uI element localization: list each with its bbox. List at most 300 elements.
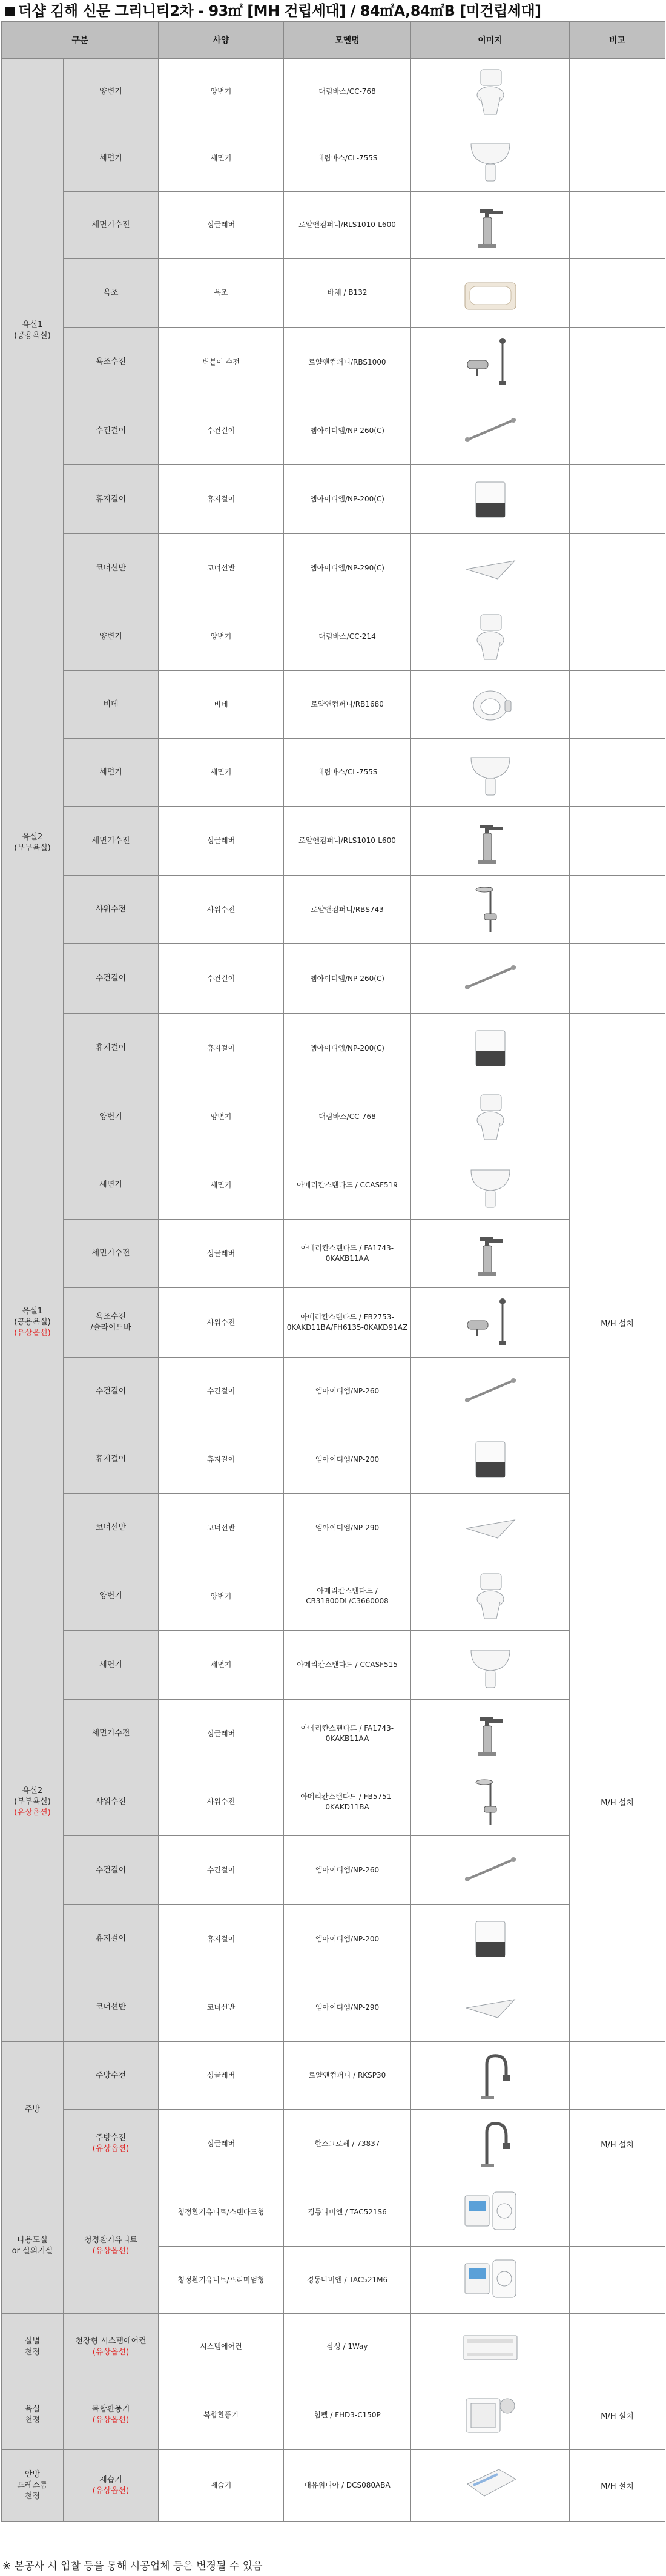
corner-shelf-icon — [463, 543, 518, 595]
table-row — [2, 328, 665, 397]
spec-cell: 싱글레버 — [159, 807, 284, 876]
shower-icon — [463, 883, 518, 936]
model-cell: 아메리칸스탠다드 / FB2753-0KAKD11BA/FH6135-0KAKD91AZ — [284, 1288, 411, 1358]
category-label: (부부욕실) — [14, 1797, 51, 1806]
item-label: 코너선반 — [95, 563, 127, 573]
category-cell — [2, 2178, 64, 2314]
item-label: 세면기 — [99, 153, 122, 163]
item-cell — [64, 1014, 159, 1083]
table-header-row — [2, 22, 665, 59]
category-cell — [2, 59, 64, 603]
towel-bar-icon — [463, 405, 518, 457]
paper-holder-icon — [463, 1022, 518, 1074]
model-cell: 대림바스/CL-755S — [284, 739, 411, 807]
item-cell — [64, 944, 159, 1014]
table-row — [2, 1151, 665, 1220]
model-cell: 아메리칸스탠다드 / CCASF515 — [284, 1631, 411, 1700]
item-label: 세면기수전 — [91, 1249, 130, 1258]
faucet-icon — [463, 815, 518, 867]
model-cell: 엠아이디엠/NP-290 — [284, 1494, 411, 1562]
spec-cell: 양변기 — [159, 1083, 284, 1151]
spec-cell: 세면기 — [159, 1631, 284, 1700]
table-row — [2, 1425, 665, 1494]
item-label: 복합환풍기 — [91, 2405, 130, 2414]
item-label: /슬라이드바 — [90, 1323, 131, 1332]
model-cell: 대림바스/CC-768 — [284, 1083, 411, 1151]
paid-option-label: (유상옵션) — [14, 1329, 51, 1338]
model-cell: 대림바스/CL-755S — [284, 125, 411, 192]
category-label: 천정 — [24, 2416, 41, 2425]
header-spec: 사양 — [159, 22, 284, 59]
paper-holder-icon — [463, 1433, 518, 1485]
item-label: 샤워수전 — [95, 1797, 127, 1806]
item-cell — [64, 2178, 159, 2314]
category-label: 주방 — [24, 2105, 41, 2114]
spec-cell: 양변기 — [159, 1562, 284, 1631]
spec-cell: 양변기 — [159, 603, 284, 671]
note-cell — [570, 125, 665, 192]
note-cell — [570, 671, 665, 739]
spec-cell: 청정환기유니트/프리미엄형 — [159, 2247, 284, 2314]
kitchen-faucet-icon — [463, 2118, 518, 2170]
note-cell — [570, 259, 665, 328]
table-row — [2, 2110, 665, 2178]
model-cell: 아메리칸스탠다드 / CB31800DL/C3660008 — [284, 1562, 411, 1631]
model-cell: 대림바스/CC-214 — [284, 603, 411, 671]
note-cell — [570, 2178, 665, 2247]
model-cell: 삼성 / 1Way — [284, 2314, 411, 2380]
washbasin-icon — [463, 1639, 518, 1691]
image-cell — [411, 1562, 570, 1631]
model-cell: 아메리칸스탠다드 / CCASF519 — [284, 1151, 411, 1220]
image-cell — [411, 1014, 570, 1083]
category-cell — [2, 2042, 64, 2178]
note-cell — [570, 2314, 665, 2380]
image-cell — [411, 192, 570, 259]
table-row — [2, 1973, 665, 2042]
image-cell — [411, 125, 570, 192]
spec-cell: 벽붙이 수전 — [159, 328, 284, 397]
table-row — [2, 1014, 665, 1083]
item-cell — [64, 2110, 159, 2178]
spec-cell: 수건걸이 — [159, 1836, 284, 1905]
model-cell: 로얄앤컴퍼니/RLS1010-L600 — [284, 807, 411, 876]
item-cell — [64, 259, 159, 328]
table-row — [2, 671, 665, 739]
image-cell — [411, 739, 570, 807]
spec-cell: 싱글레버 — [159, 1700, 284, 1768]
item-cell — [64, 1905, 159, 1973]
item-cell — [64, 671, 159, 739]
table-row — [2, 2042, 665, 2110]
note-cell — [570, 1014, 665, 1083]
category-label: 욕실2 — [22, 833, 43, 842]
image-cell — [411, 1700, 570, 1768]
note-cell — [570, 739, 665, 807]
table-row — [2, 739, 665, 807]
towel-bar-icon — [463, 953, 518, 1005]
category-label: 욕실1 — [22, 1307, 43, 1316]
image-cell — [411, 1494, 570, 1562]
spec-cell: 샤워수전 — [159, 876, 284, 944]
model-cell: 로얄앤컴퍼니/RBS743 — [284, 876, 411, 944]
item-cell — [64, 1358, 159, 1425]
washbasin-icon — [463, 133, 518, 185]
image-cell — [411, 259, 570, 328]
image-cell — [411, 1358, 570, 1425]
spec-cell: 휴지걸이 — [159, 1905, 284, 1973]
item-label: 비데 — [103, 699, 119, 709]
item-cell — [64, 192, 159, 259]
image-cell — [411, 2380, 570, 2450]
model-cell: 대림바스/CC-768 — [284, 59, 411, 125]
item-label: 욕조 — [103, 288, 119, 297]
image-cell — [411, 1288, 570, 1358]
spec-cell: 휴지걸이 — [159, 1425, 284, 1494]
kitchen-faucet-icon — [463, 2050, 518, 2102]
faucet-icon — [463, 1708, 518, 1760]
model-cell: 경동나비엔 / TAC521S6 — [284, 2178, 411, 2247]
item-label: 천장형 시스템에어컨 — [75, 2336, 147, 2346]
item-cell — [64, 1768, 159, 1836]
item-label: 세면기수전 — [91, 220, 130, 230]
image-cell — [411, 1905, 570, 1973]
header-category: 구분 — [2, 22, 159, 59]
category-label: 욕실 — [24, 2405, 41, 2414]
item-cell — [64, 465, 159, 534]
category-label: 천정 — [24, 2347, 41, 2357]
spec-cell: 싱글레버 — [159, 2110, 284, 2178]
note-cell — [570, 328, 665, 397]
item-label: 수건걸이 — [95, 1386, 127, 1396]
spec-cell: 욕조 — [159, 259, 284, 328]
table-row — [2, 2380, 665, 2450]
model-cell: 로얄앤컴퍼니/RBS1000 — [284, 328, 411, 397]
item-label: 주방수전 — [95, 2133, 127, 2142]
washbasin-icon — [463, 1159, 518, 1211]
note-cell — [570, 465, 665, 534]
table-row — [2, 944, 665, 1014]
toilet-icon — [463, 1091, 518, 1143]
item-label: 휴지걸이 — [95, 1043, 127, 1052]
paper-holder-icon — [463, 474, 518, 526]
table-row — [2, 1700, 665, 1768]
model-cell: 엠아이디엠/NP-200 — [284, 1425, 411, 1494]
spec-cell: 제습기 — [159, 2450, 284, 2522]
spec-cell: 비데 — [159, 671, 284, 739]
item-label: 수건걸이 — [95, 974, 127, 983]
image-cell — [411, 1151, 570, 1220]
table-row — [2, 534, 665, 603]
item-cell — [64, 2042, 159, 2110]
shower-icon — [463, 1776, 518, 1828]
model-cell: 로얄앤컴퍼니/RB1680 — [284, 671, 411, 739]
table-row — [2, 125, 665, 192]
table-row — [2, 397, 665, 465]
item-label: 청정환기유니트 — [84, 2235, 137, 2245]
table-row — [2, 259, 665, 328]
note-cell: M/H 설치 — [570, 1562, 665, 2042]
item-label: 샤워수전 — [95, 905, 127, 914]
ventilation-unit-icon — [463, 2254, 518, 2306]
ceiling-aircon-icon — [463, 2321, 518, 2373]
item-label: 주방수전 — [95, 2070, 127, 2080]
item-label: 양변기 — [99, 1112, 122, 1121]
footnote: ※ 본공사 시 입찰 등을 통해 시공업체 등은 변경될 수 있음 — [2, 2560, 263, 2572]
faucet-icon — [463, 199, 518, 251]
table-row — [2, 1562, 665, 1631]
spec-cell: 세면기 — [159, 125, 284, 192]
model-cell: 로얄앤컴퍼니 / RKSP30 — [284, 2042, 411, 2110]
category-cell — [2, 603, 64, 1083]
category-label: 천정 — [24, 2491, 41, 2501]
item-label: 수건걸이 — [95, 1865, 127, 1875]
spec-cell: 코너선반 — [159, 534, 284, 603]
toilet-icon — [463, 1570, 518, 1622]
corner-shelf-icon — [463, 1981, 518, 2033]
item-cell — [64, 2450, 159, 2522]
category-cell — [2, 2380, 64, 2450]
header-note: 비고 — [570, 22, 665, 59]
note-cell: M/H 설치 — [570, 2450, 665, 2522]
table-row — [2, 1083, 665, 1151]
square-bullet-icon — [5, 7, 15, 16]
spec-cell: 샤워수전 — [159, 1768, 284, 1836]
item-label: 세면기수전 — [91, 1729, 130, 1738]
item-label: 욕조수전 — [95, 357, 127, 366]
paid-option-label: (유상옵션) — [92, 2416, 130, 2425]
table-row — [2, 2178, 665, 2247]
item-cell — [64, 397, 159, 465]
model-cell: 아메리칸스탠다드 / FB5751-0KAKD11BA — [284, 1768, 411, 1836]
image-cell — [411, 876, 570, 944]
category-label: (공용욕실) — [14, 1318, 51, 1327]
model-cell: 로얄앤컴퍼니/RLS1010-L600 — [284, 192, 411, 259]
paper-holder-icon — [463, 1913, 518, 1965]
image-cell — [411, 1973, 570, 2042]
category-label: (공용욕실) — [14, 331, 51, 340]
item-cell — [64, 125, 159, 192]
category-label: or 실외기실 — [12, 2246, 53, 2256]
category-label: 실별 — [24, 2336, 41, 2346]
page-title: 더샵 김해 신문 그리니티2차 - 93㎡ [MH 건립세대] / 84㎡A,84㎡B [미건립세대] — [2, 2, 541, 19]
table-row — [2, 192, 665, 259]
spec-cell: 휴지걸이 — [159, 465, 284, 534]
toilet-icon — [463, 66, 518, 118]
paid-option-label: (유상옵션) — [92, 2246, 130, 2256]
model-cell: 힘펠 / FHD3-C150P — [284, 2380, 411, 2450]
image-cell — [411, 1220, 570, 1288]
image-cell — [411, 603, 570, 671]
spec-cell: 청정환기유니트/스탠다드형 — [159, 2178, 284, 2247]
faucet-icon — [463, 1227, 518, 1280]
towel-bar-icon — [463, 1366, 518, 1418]
item-label: 양변기 — [99, 632, 122, 641]
note-cell — [570, 944, 665, 1014]
paid-option-label: (유상옵션) — [92, 2144, 130, 2153]
image-cell — [411, 534, 570, 603]
table-row — [2, 2450, 665, 2522]
category-label: 욕실1 — [22, 320, 43, 329]
spec-cell: 싱글레버 — [159, 2042, 284, 2110]
item-cell — [64, 59, 159, 125]
spec-cell: 수건걸이 — [159, 944, 284, 1014]
image-cell — [411, 2247, 570, 2314]
paid-option-label: (유상옵션) — [92, 2486, 130, 2495]
item-cell — [64, 739, 159, 807]
image-cell — [411, 397, 570, 465]
image-cell — [411, 2314, 570, 2380]
image-cell — [411, 2110, 570, 2178]
dehumidifier-icon — [463, 2460, 518, 2512]
model-cell: 엠아이디엠/NP-290 — [284, 1973, 411, 2042]
model-cell: 엠아이디엠/NP-200(C) — [284, 465, 411, 534]
spec-cell: 싱글레버 — [159, 192, 284, 259]
item-label: 제습기 — [99, 2475, 122, 2485]
table-row — [2, 1494, 665, 1562]
washbasin-icon — [463, 747, 518, 799]
category-label: 드레스룸 — [17, 2480, 48, 2490]
spec-cell: 양변기 — [159, 59, 284, 125]
note-cell — [570, 876, 665, 944]
note-cell — [570, 2247, 665, 2314]
category-cell — [2, 1083, 64, 1562]
table-row — [2, 1288, 665, 1358]
item-cell — [64, 1836, 159, 1905]
bath-fan-icon — [463, 2389, 518, 2441]
spec-cell: 수건걸이 — [159, 397, 284, 465]
table-row — [2, 1905, 665, 1973]
table-row — [2, 59, 665, 125]
spec-cell: 복합환풍기 — [159, 2380, 284, 2450]
image-cell — [411, 944, 570, 1014]
note-cell — [570, 2042, 665, 2110]
category-label: 안방 — [24, 2469, 41, 2479]
item-label: 수건걸이 — [95, 426, 127, 435]
ventilation-unit-icon — [463, 2186, 518, 2238]
note-cell — [570, 603, 665, 671]
category-label: 욕실2 — [22, 1786, 43, 1795]
item-label: 양변기 — [99, 87, 122, 96]
bath-faucet-icon — [463, 1296, 518, 1349]
item-cell — [64, 1973, 159, 2042]
item-label: 세면기수전 — [91, 836, 130, 845]
item-cell — [64, 807, 159, 876]
model-cell: 바체 / B132 — [284, 259, 411, 328]
category-cell — [2, 1562, 64, 2042]
item-cell — [64, 1700, 159, 1768]
model-cell: 엠아이디엠/NP-260(C) — [284, 944, 411, 1014]
corner-shelf-icon — [463, 1502, 518, 1554]
table-row — [2, 465, 665, 534]
spec-cell: 세면기 — [159, 1151, 284, 1220]
spec-cell: 싱글레버 — [159, 1220, 284, 1288]
bath-faucet-icon — [463, 336, 518, 388]
item-cell — [64, 876, 159, 944]
item-cell — [64, 603, 159, 671]
header-model: 모델명 — [284, 22, 411, 59]
image-cell — [411, 1631, 570, 1700]
item-cell — [64, 1220, 159, 1288]
image-cell — [411, 59, 570, 125]
item-label: 욕조수전 — [95, 1312, 127, 1321]
image-cell — [411, 1083, 570, 1151]
image-cell — [411, 1768, 570, 1836]
image-cell — [411, 671, 570, 739]
paid-option-label: (유상옵션) — [92, 2347, 130, 2357]
note-cell — [570, 59, 665, 125]
model-cell: 대유위니아 / DCS080ABA — [284, 2450, 411, 2522]
item-cell — [64, 2380, 159, 2450]
note-cell: M/H 설치 — [570, 2110, 665, 2178]
note-cell — [570, 807, 665, 876]
image-cell — [411, 465, 570, 534]
item-cell — [64, 1288, 159, 1358]
table-row — [2, 1220, 665, 1288]
image-cell — [411, 2178, 570, 2247]
table-row — [2, 603, 665, 671]
image-cell — [411, 1836, 570, 1905]
spec-cell: 샤워수전 — [159, 1288, 284, 1358]
item-cell — [64, 1494, 159, 1562]
bidet-icon — [463, 679, 518, 731]
category-cell — [2, 2450, 64, 2522]
model-cell: 한스그로헤 / 73837 — [284, 2110, 411, 2178]
spec-cell: 휴지걸이 — [159, 1014, 284, 1083]
image-cell — [411, 1425, 570, 1494]
spec-cell: 수건걸이 — [159, 1358, 284, 1425]
image-cell — [411, 2042, 570, 2110]
toilet-icon — [463, 611, 518, 663]
table-row — [2, 1358, 665, 1425]
table-row — [2, 1631, 665, 1700]
item-label: 휴지걸이 — [95, 494, 127, 504]
item-cell — [64, 1562, 159, 1631]
note-cell: M/H 설치 — [570, 1083, 665, 1562]
item-label: 세면기 — [99, 1180, 122, 1189]
item-label: 세면기 — [99, 1660, 122, 1669]
category-label: 다용도실 — [17, 2235, 48, 2245]
model-cell: 아메리칸스탠다드 / FA1743-0KAKB11AA — [284, 1220, 411, 1288]
bathtub-icon — [463, 267, 518, 319]
towel-bar-icon — [463, 1844, 518, 1897]
item-cell — [64, 2314, 159, 2380]
model-cell: 엠아이디엠/NP-260 — [284, 1358, 411, 1425]
note-cell — [570, 534, 665, 603]
note-cell: M/H 설치 — [570, 2380, 665, 2450]
item-cell — [64, 1083, 159, 1151]
paid-option-label: (유상옵션) — [14, 1808, 51, 1817]
category-cell — [2, 2314, 64, 2380]
image-cell — [411, 807, 570, 876]
model-cell: 엠아이디엠/NP-260 — [284, 1836, 411, 1905]
table-row — [2, 807, 665, 876]
image-cell — [411, 2450, 570, 2522]
item-label: 코너선반 — [95, 1523, 127, 1532]
note-cell — [570, 397, 665, 465]
model-cell: 엠아이디엠/NP-200 — [284, 1905, 411, 1973]
item-label: 휴지걸이 — [95, 1455, 127, 1464]
spec-cell: 코너선반 — [159, 1973, 284, 2042]
item-cell — [64, 328, 159, 397]
category-label: (부부욕실) — [14, 844, 51, 853]
table-row — [2, 2314, 665, 2380]
spec-cell: 코너선반 — [159, 1494, 284, 1562]
item-cell — [64, 534, 159, 603]
note-cell — [570, 192, 665, 259]
model-cell: 엠아이디엠/NP-260(C) — [284, 397, 411, 465]
item-cell — [64, 1151, 159, 1220]
